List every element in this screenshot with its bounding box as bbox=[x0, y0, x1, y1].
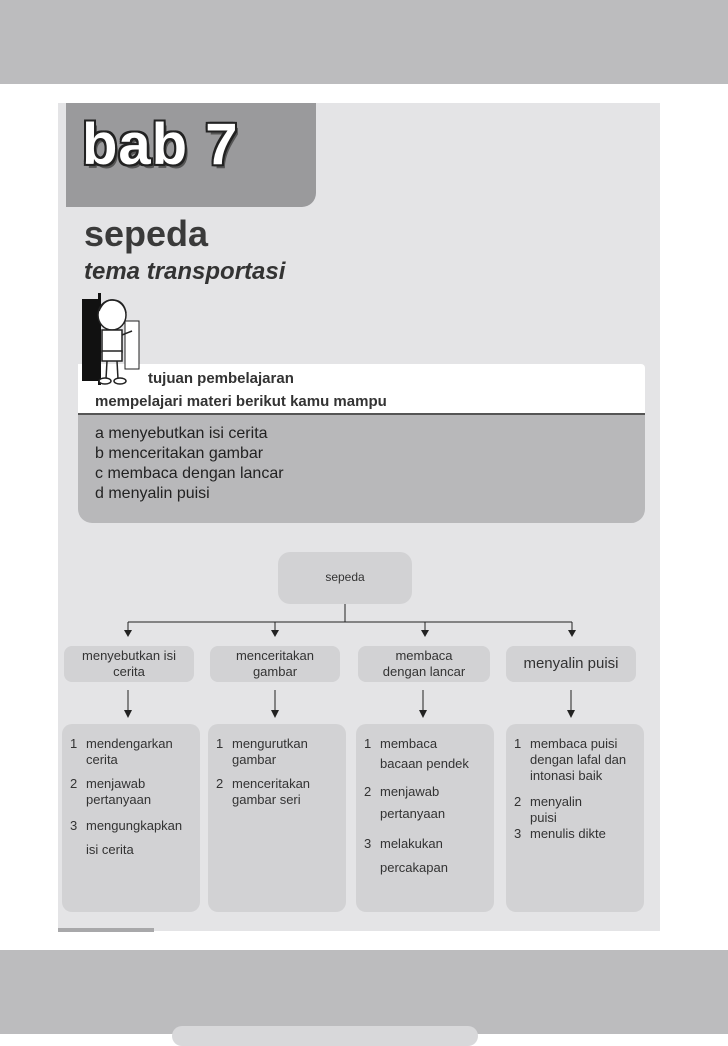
detail-item bbox=[70, 776, 194, 808]
detail-line: gambar seri bbox=[232, 792, 301, 807]
branch-label-line: cerita bbox=[113, 664, 145, 679]
detail-line: membaca bbox=[380, 736, 438, 751]
detail-line: menceritakan bbox=[232, 776, 311, 791]
detail-line: intonasi baik bbox=[530, 768, 603, 783]
detail-line: puisi bbox=[530, 810, 557, 825]
detail-line: bacaan pendek bbox=[380, 756, 469, 771]
detail-line: menulis dikte bbox=[530, 826, 606, 841]
detail-item bbox=[514, 826, 638, 842]
detail-line: melakukan bbox=[380, 836, 443, 851]
branch-label-line: menyebutkan isi bbox=[82, 648, 176, 663]
detail-item bbox=[364, 736, 488, 772]
detail-line: mendengarkan bbox=[86, 736, 173, 751]
detail-line: dengan lafal dan bbox=[530, 752, 627, 767]
detail-item bbox=[70, 736, 194, 768]
detail-item bbox=[70, 818, 194, 858]
bottom-band bbox=[0, 950, 728, 1034]
detail-number: 1 bbox=[70, 736, 78, 751]
detail-item bbox=[216, 736, 340, 768]
branch-label-line: membaca bbox=[395, 648, 453, 663]
detail-line: pertanyaan bbox=[86, 792, 152, 807]
goals-heading: tujuan pembelajaran bbox=[148, 370, 294, 387]
branch-details bbox=[356, 724, 494, 912]
detail-number: 2 bbox=[216, 776, 224, 791]
detail-number: 1 bbox=[216, 736, 224, 751]
branch-details bbox=[62, 724, 200, 912]
branch-label-line: menyalin puisi bbox=[523, 655, 619, 672]
detail-number: 3 bbox=[364, 836, 372, 851]
detail-line: membaca puisi bbox=[530, 736, 618, 751]
chapter-title: sepeda bbox=[84, 213, 209, 254]
detail-number: 3 bbox=[514, 826, 522, 841]
branch-label-line: dengan lancar bbox=[382, 664, 466, 679]
chapter-theme: tema transportasi bbox=[84, 258, 286, 285]
detail-item bbox=[514, 794, 638, 826]
detail-number: 2 bbox=[364, 784, 372, 799]
detail-line: mengurutkan bbox=[232, 736, 308, 751]
goal-item: d menyalin puisi bbox=[95, 485, 210, 502]
detail-item bbox=[364, 836, 488, 876]
goals-list bbox=[95, 424, 284, 504]
detail-item bbox=[364, 784, 488, 822]
branch-node bbox=[210, 646, 340, 682]
detail-line: pertanyaan bbox=[380, 806, 446, 821]
concept-root: sepeda bbox=[278, 552, 412, 604]
detail-line: percakapan bbox=[380, 860, 448, 875]
detail-line: cerita bbox=[86, 752, 118, 767]
branch-label-line: gambar bbox=[252, 664, 298, 679]
chapter-number: bab 7 bbox=[82, 112, 239, 177]
detail-number: 2 bbox=[514, 794, 522, 809]
branch-details bbox=[208, 724, 346, 912]
detail-line: gambar bbox=[232, 752, 277, 767]
detail-line: menjawab bbox=[86, 776, 146, 791]
detail-number: 3 bbox=[70, 818, 78, 833]
goal-item: b menceritakan gambar bbox=[95, 445, 264, 462]
detail-number: 1 bbox=[364, 736, 372, 751]
branch-label-line: menceritakan bbox=[235, 648, 315, 663]
detail-line: isi cerita bbox=[86, 842, 134, 857]
detail-number: 1 bbox=[514, 736, 522, 751]
detail-line: menjawab bbox=[380, 784, 440, 799]
detail-number: 2 bbox=[70, 776, 78, 791]
detail-line: mengungkapkan bbox=[86, 818, 183, 833]
branch-node bbox=[64, 646, 194, 682]
detail-item bbox=[216, 776, 340, 808]
goals-subheading: mempelajari materi berikut kamu mampu bbox=[95, 393, 387, 410]
goal-item: c membaca dengan lancar bbox=[95, 465, 284, 482]
detail-line: menyalin bbox=[530, 794, 583, 809]
child-illustration bbox=[82, 293, 144, 385]
branch-node bbox=[358, 646, 490, 682]
page-shadow bbox=[58, 928, 154, 932]
bottom-tab bbox=[172, 1026, 478, 1046]
branch-details bbox=[506, 724, 644, 912]
goal-item: a menyebutkan isi cerita bbox=[95, 425, 268, 442]
detail-item bbox=[514, 736, 638, 784]
top-band bbox=[0, 0, 728, 84]
branch-node bbox=[506, 646, 636, 682]
